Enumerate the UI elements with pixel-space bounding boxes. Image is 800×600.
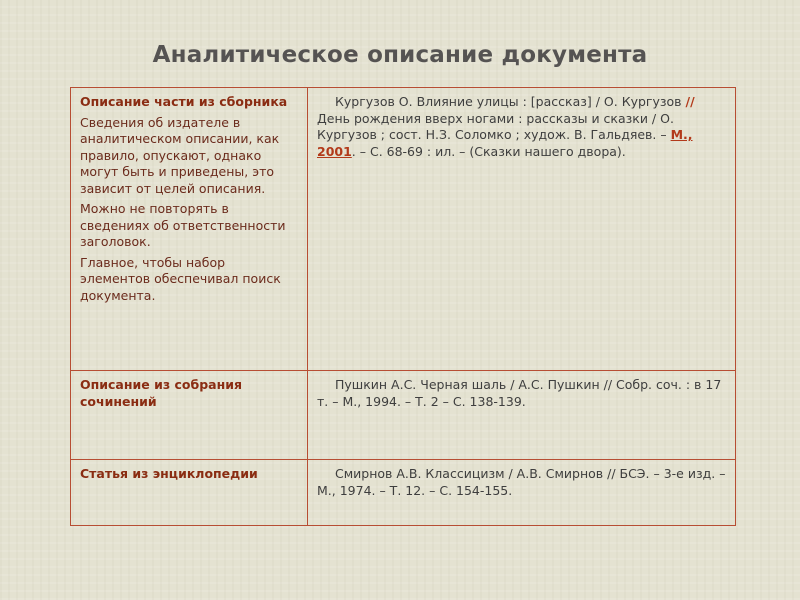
- bibliographic-entry: Смирнов А.В. Классицизм / А.В. Смирнов // БСЭ. – 3-е изд. – М., 1974. – Т. 12. – С. 154-155.: [317, 466, 726, 498]
- row-heading: Описание из собрания сочинений: [80, 377, 242, 409]
- table-row: [71, 460, 736, 526]
- row-label-cell: [71, 460, 308, 526]
- bibliographic-entry: Пушкин А.С. Черная шаль / А.С. Пушкин // Собр. соч. : в 17 т. – М., 1994. – Т. 2 – С. 138-139.: [317, 377, 722, 409]
- row-example-cell: [308, 371, 736, 460]
- entry-text: День рождения вверх ногами : рассказы и сказки / О. Кургузов ; сост. Н.З. Соломко ; худож. В. Гальдяев. –: [317, 110, 674, 142]
- row-label-cell: [71, 371, 308, 460]
- description-table: [70, 87, 736, 526]
- row-heading: Описание части из сборника: [80, 94, 288, 109]
- row-example-cell: [308, 88, 736, 371]
- row-heading: Статья из энциклопедии: [80, 466, 258, 481]
- note-text: Можно не повторять в сведениях об ответственности заголовок.: [80, 201, 286, 249]
- row-example-cell: [308, 460, 736, 526]
- note-text: Сведения об издателе в аналитическом описании, как правило, опускают, однако могут быть и приведены, это зависит от целей описания.: [80, 114, 280, 196]
- entry-text: . – С. 68-69 : ил. – (Сказки нашего двора).: [351, 143, 626, 159]
- table-row: [71, 371, 736, 460]
- bibliographic-entry: [317, 94, 726, 160]
- slide-title: Аналитическое описание документа: [152, 42, 648, 68]
- note-text: Главное, чтобы набор элементов обеспечивал поиск документа.: [80, 254, 281, 303]
- imprint-highlight: М., 2001: [317, 127, 693, 159]
- part-separator: //: [685, 94, 695, 109]
- entry-text: Кургузов О. Влияние улицы : [рассказ] / О. Кургузов: [335, 94, 686, 109]
- row-label-cell: [71, 88, 308, 371]
- table-row: [71, 88, 736, 371]
